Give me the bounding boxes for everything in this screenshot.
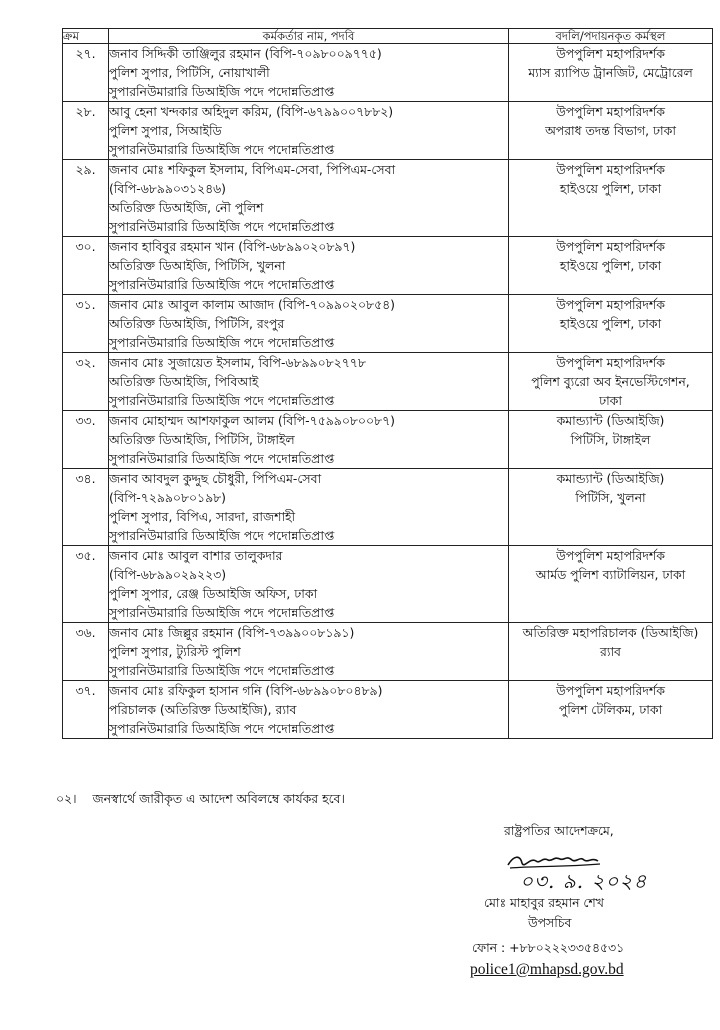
- officer-detail-line: অতিরিক্ত ডিআইজি, পিটিসি, টাঙ্গাইল: [109, 432, 295, 447]
- serial-number: ৩৫.: [63, 546, 109, 623]
- posting-line: উপপুলিশ মহাপরিদর্শক: [556, 239, 665, 254]
- officer-detail-line: সুপারনিউমারারি ডিআইজি পদে পদোন্নতিপ্রাপ্ত: [109, 663, 335, 678]
- table-row: [63, 295, 713, 353]
- officer-detail-line: জনাব মোঃ জিল্লুর রহমান (বিপি-৭৩৯৯০০৮১৯১): [109, 625, 355, 640]
- officer-detail-line: জনাব মোঃ রফিকুল হাসান গনি (বিপি-৬৮৯৯০৮০৪৮৯): [109, 683, 383, 698]
- table-row: [63, 102, 713, 160]
- posting-line: হাইওয়ে পুলিশ, ঢাকা: [559, 316, 662, 331]
- posting-details: [509, 681, 713, 739]
- officer-details: [109, 411, 509, 469]
- posting-line: উপপুলিশ মহাপরিদর্শক: [556, 355, 665, 370]
- table-row: [63, 546, 713, 623]
- serial-number: ৩৪.: [63, 469, 109, 546]
- table-row: [63, 681, 713, 739]
- officer-detail-line: জনাব মোঃ শফিকুল ইসলাম, বিপিএম-সেবা, পিপিএম-সেবা: [109, 162, 396, 177]
- officer-detail-line: সুপারনিউমারারি ডিআইজি পদে পদোন্নতিপ্রাপ্ত: [109, 277, 335, 292]
- table-row: [63, 469, 713, 546]
- officer-details: [109, 160, 509, 237]
- posting-details: [509, 623, 713, 681]
- posting-line: আর্মড পুলিশ ব্যাটালিয়ন, ঢাকা: [535, 567, 686, 582]
- clause-text: জনস্বার্থে জারীকৃত এ আদেশ অবিলম্বে কার্যকর হবে।: [92, 791, 345, 806]
- email-link[interactable]: police1@mhapsd.gov.bd: [470, 961, 624, 978]
- officer-detail-line: সুপারনিউমারারি ডিআইজি পদে পদোন্নতিপ্রাপ্ত: [109, 393, 335, 408]
- officer-detail-line: জনাব সিদ্দিকী তাঞ্জিলুর রহমান (বিপি-৭০৯৮০০৯৭৭৫): [109, 46, 382, 61]
- officer-detail-line: জনাব মোঃ সুজায়েত ইসলাম, বিপি-৬৮৯৯০৮২৭৭৮: [109, 355, 366, 370]
- table-header-row: [63, 29, 713, 44]
- posting-line: কমান্ড্যান্ট (ডিআইজি): [556, 413, 665, 428]
- serial-number: ৩১.: [63, 295, 109, 353]
- posting-line: উপপুলিশ মহাপরিদর্শক: [556, 683, 665, 698]
- officer-detail-line: পুলিশ সুপার, ট্যুরিস্ট পুলিশ: [109, 644, 241, 659]
- officer-details: [109, 469, 509, 546]
- officer-detail-line: জনাব মোঃ আবুল বাশার তালুকদার: [109, 548, 283, 563]
- handwritten-date: ০৩. ৯. ২০২৪: [520, 869, 648, 893]
- posting-line: উপপুলিশ মহাপরিদর্শক: [556, 297, 665, 312]
- officer-detail-line: জনাব আবদুল কুদ্দুছ চৌধুরী, পিপিএম-সেবা: [109, 471, 322, 486]
- posting-details: [509, 353, 713, 411]
- officer-detail-line: জনাব হাবিবুর রহমান খান (বিপি-৬৮৯৯০২০৮৯৭): [109, 239, 356, 254]
- officer-detail-line: পুলিশ সুপার, পিটিসি, নোয়াখালী: [109, 65, 270, 80]
- officer-detail-line: অতিরিক্ত ডিআইজি, পিবিআই: [109, 374, 259, 389]
- header-name-designation: কর্মকর্তার নাম, পদবি: [109, 29, 509, 44]
- posting-line: পুলিশ টেলিকম, ঢাকা: [558, 702, 663, 717]
- posting-details: [509, 546, 713, 623]
- posting-details: [509, 411, 713, 469]
- clause-number: ০২।: [56, 791, 77, 806]
- posting-line: ম্যাস র‍্যাপিড ট্রানজিট, মেট্রোরেল: [528, 65, 693, 80]
- officer-detail-line: সুপারনিউমারারি ডিআইজি পদে পদোন্নতিপ্রাপ্ত: [109, 335, 335, 350]
- serial-number: ২৭.: [63, 44, 109, 102]
- table-row: [63, 160, 713, 237]
- officer-details: [109, 623, 509, 681]
- officer-detail-line: পুলিশ সুপার, রেঞ্জ ডিআইজি অফিস, ঢাকা: [109, 586, 318, 601]
- officer-details: [109, 102, 509, 160]
- table-row: [63, 623, 713, 681]
- officer-detail-line: সুপারনিউমারারি ডিআইজি পদে পদোন্নতিপ্রাপ্ত: [109, 605, 335, 620]
- officer-detail-line: অতিরিক্ত ডিআইজি, নৌ পুলিশ: [109, 200, 264, 215]
- posting-details: [509, 102, 713, 160]
- header-posting: বদলি/পদায়নকৃত কর্মস্থল: [509, 29, 713, 44]
- transfer-table: [62, 28, 713, 739]
- serial-number: ৩৭.: [63, 681, 109, 739]
- posting-line: হাইওয়ে পুলিশ, ঢাকা: [559, 181, 662, 196]
- posting-line: পিটিসি, টাঙ্গাইল: [570, 432, 651, 447]
- table-row: [63, 237, 713, 295]
- posting-line: পুলিশ ব্যুরো অব ইনভেস্টিগেশন,: [531, 374, 690, 389]
- officer-details: [109, 237, 509, 295]
- officer-details: [109, 546, 509, 623]
- order-clause: [56, 791, 345, 811]
- officer-detail-line: সুপারনিউমারারি ডিআইজি পদে পদোন্নতিপ্রাপ্ত: [109, 142, 335, 157]
- table-row: [63, 44, 713, 102]
- header-serial: ক্রম: [63, 29, 109, 44]
- posting-line: উপপুলিশ মহাপরিদর্শক: [556, 46, 665, 61]
- officer-detail-line: সুপারনিউমারারি ডিআইজি পদে পদোন্নতিপ্রাপ্ত: [109, 528, 335, 543]
- officer-detail-line: সুপারনিউমারারি ডিআইজি পদে পদোন্নতিপ্রাপ্ত: [109, 451, 335, 466]
- posting-line: উপপুলিশ মহাপরিদর্শক: [556, 548, 665, 563]
- posting-line: উপপুলিশ মহাপরিদর্শক: [556, 162, 665, 177]
- serial-number: ২৯.: [63, 160, 109, 237]
- posting-details: [509, 295, 713, 353]
- serial-number: ২৮.: [63, 102, 109, 160]
- posting-line: উপপুলিশ মহাপরিদর্শক: [556, 104, 665, 119]
- posting-line: হাইওয়ে পুলিশ, ঢাকা: [559, 258, 662, 273]
- officer-detail-line: (বিপি-৭২৯৯০৮০১৯৮): [109, 490, 227, 505]
- officer-details: [109, 295, 509, 353]
- officer-detail-line: পুলিশ সুপার, বিপিএ, সারদা, রাজশাহী: [109, 509, 296, 524]
- officer-detail-line: পরিচালক (অতিরিক্ত ডিআইজি), র‍্যাব: [109, 702, 297, 717]
- posting-line: অতিরিক্ত মহাপরিচালক (ডিআইজি): [522, 625, 699, 640]
- serial-number: ৩৩.: [63, 411, 109, 469]
- by-order-of-president: রাষ্ট্রপতির আদেশক্রমে,: [504, 823, 614, 838]
- officer-detail-line: জনাব মোঃ আবুল কালাম আজাদ (বিপি-৭০৯৯০২০৮৫৪): [109, 297, 395, 312]
- posting-line: পিটিসি, খুলনা: [575, 490, 646, 505]
- posting-line: অপরাধ তদন্ত বিভাগ, ঢাকা: [545, 123, 676, 138]
- officer-detail-line: অতিরিক্ত ডিআইজি, পিটিসি, রংপুর: [109, 316, 285, 331]
- posting-line: ঢাকা: [599, 393, 622, 408]
- serial-number: ৩০.: [63, 237, 109, 295]
- posting-details: [509, 160, 713, 237]
- officer-detail-line: সুপারনিউমারারি ডিআইজি পদে পদোন্নতিপ্রাপ্ত: [109, 721, 335, 736]
- officer-detail-line: জনাব মোহাম্মদ আশফাকুল আলম (বিপি-৭৫৯৯০৮০০৮৭): [109, 413, 395, 428]
- posting-line: র‍্যাব: [600, 644, 621, 659]
- table-row: [63, 411, 713, 469]
- posting-details: [509, 237, 713, 295]
- officer-details: [109, 44, 509, 102]
- phone-number: ফোন : +৮৮০২২২৩৩৫৪৫৩১: [472, 940, 625, 955]
- serial-number: ৩২.: [63, 353, 109, 411]
- table-row: [63, 353, 713, 411]
- officer-detail-line: অতিরিক্ত ডিআইজি, পিটিসি, খুলনা: [109, 258, 286, 273]
- officer-detail-line: (বিপি-৬৮৯৯০২৯২২৩): [109, 567, 227, 582]
- officer-name: মোঃ মাহাবুর রহমান শেখ: [484, 895, 604, 910]
- officer-detail-line: (বিপি-৬৮৯৯০৩১২৪৬): [109, 181, 227, 196]
- officer-details: [109, 681, 509, 739]
- officer-detail-line: সুপারনিউমারারি ডিআইজি পদে পদোন্নতিপ্রাপ্ত: [109, 219, 335, 234]
- serial-number: ৩৬.: [63, 623, 109, 681]
- posting-details: [509, 469, 713, 546]
- posting-line: কমান্ড্যান্ট (ডিআইজি): [556, 471, 665, 486]
- officer-detail-line: সুপারনিউমারারি ডিআইজি পদে পদোন্নতিপ্রাপ্ত: [109, 84, 335, 99]
- officer-title: উপসচিব: [528, 915, 572, 930]
- officer-detail-line: আবু হেনা খন্দকার অহিদুল করিম, (বিপি-৬৭৯৯০০৭৮৮২): [109, 104, 394, 119]
- posting-details: [509, 44, 713, 102]
- officer-detail-line: পুলিশ সুপার, সিআইডি: [109, 123, 222, 138]
- officer-details: [109, 353, 509, 411]
